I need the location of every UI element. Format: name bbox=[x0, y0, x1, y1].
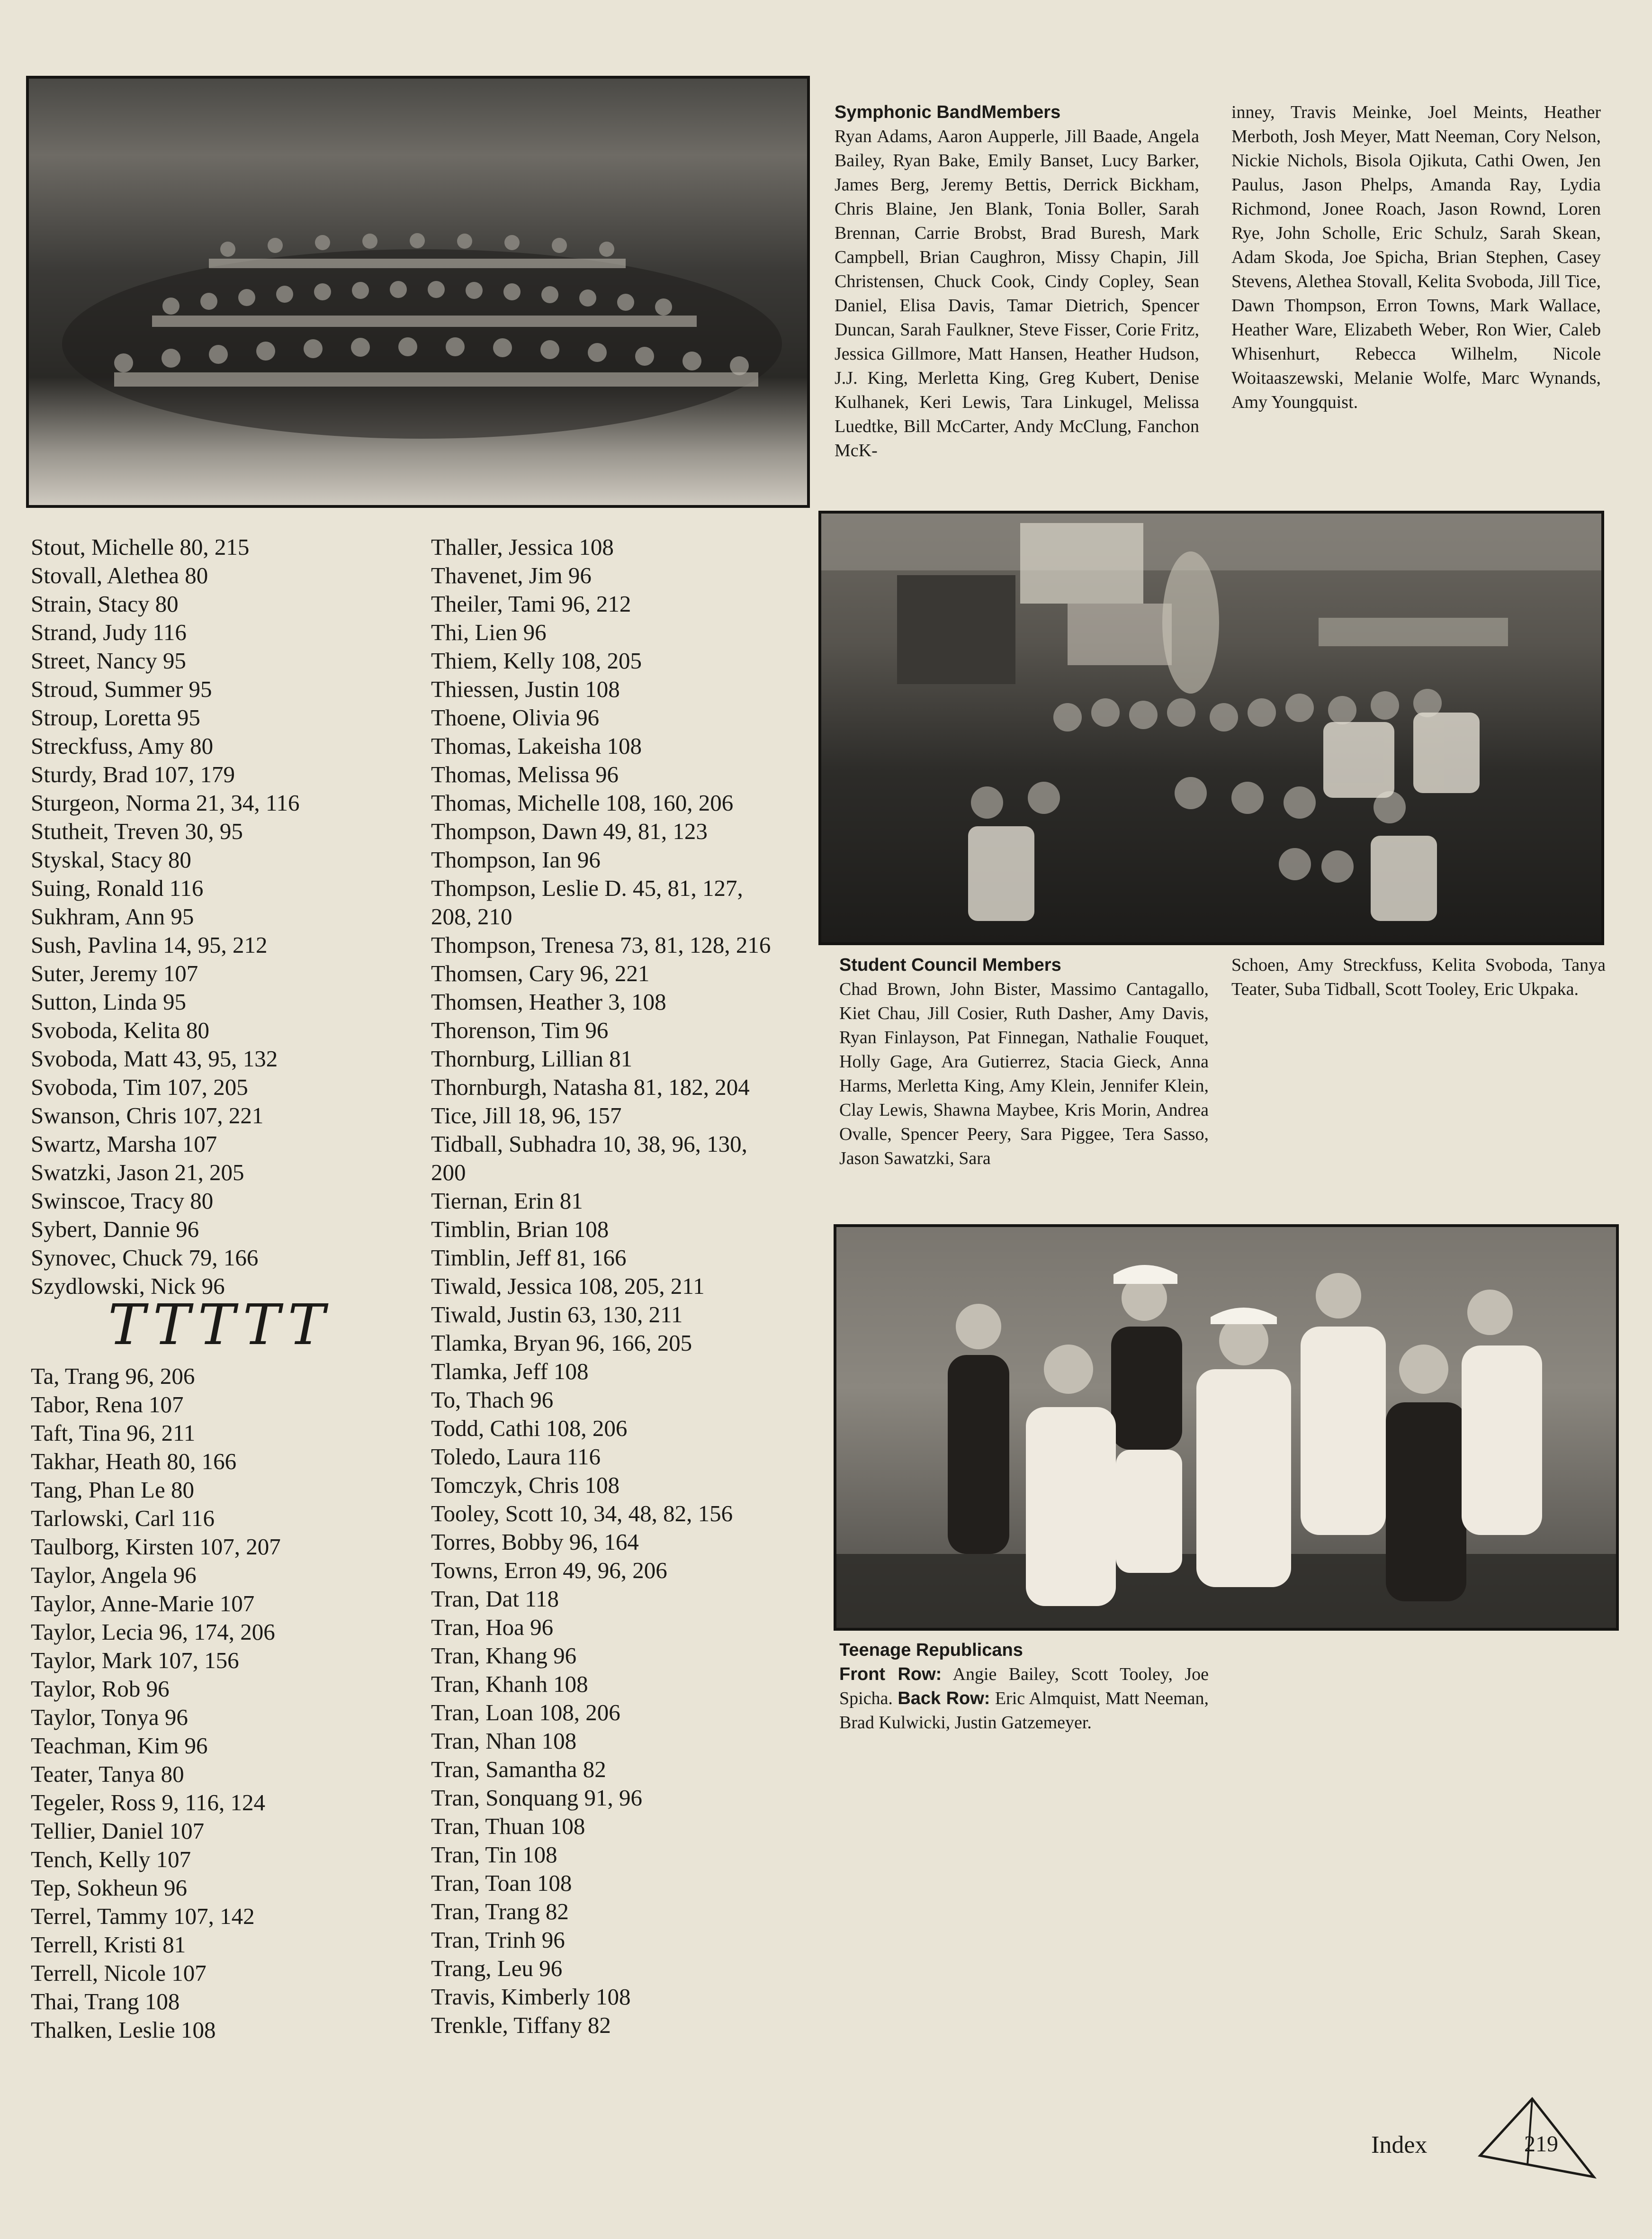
index-entry: Tran, Hoa 96 bbox=[431, 1614, 554, 1640]
index-entry: Tomczyk, Chris 108 bbox=[431, 1472, 620, 1498]
index-entry: Swatzki, Jason 21, 205 bbox=[31, 1159, 244, 1185]
index-entry: Suter, Jeremy 107 bbox=[31, 960, 198, 986]
index-entry: Tran, Dat 118 bbox=[431, 1586, 559, 1612]
index-entry: Thomsen, Cary 96, 221 bbox=[431, 960, 650, 986]
index-entry: Tran, Loan 108, 206 bbox=[431, 1699, 620, 1725]
index-entry: Stroup, Loretta 95 bbox=[31, 704, 200, 731]
index-entry: Street, Nancy 95 bbox=[31, 648, 186, 674]
index-entry: Tench, Kelly 107 bbox=[31, 1846, 191, 1872]
index-entry: Svoboda, Matt 43, 95, 132 bbox=[31, 1046, 278, 1072]
index-entry: Sturdy, Brad 107, 179 bbox=[31, 761, 235, 787]
index-entry: Tran, Trinh 96 bbox=[431, 1927, 565, 1953]
index-entry: Thornburgh, Natasha 81, 182, 204 bbox=[431, 1074, 750, 1100]
front-row-names: Angie Bailey, Scott Tooley, Joe Spicha. bbox=[839, 1664, 1209, 1708]
index-entry: Svoboda, Kelita 80 bbox=[31, 1017, 209, 1043]
index-entry: Swanson, Chris 107, 221 bbox=[31, 1102, 264, 1129]
index-entry: Tep, Sokheun 96 bbox=[31, 1875, 188, 1901]
index-entry: Sturgeon, Norma 21, 34, 116 bbox=[31, 790, 300, 816]
index-entry: Tarlowski, Carl 116 bbox=[31, 1505, 215, 1531]
student-council-photo bbox=[818, 511, 1604, 945]
index-entry: Tran, Nhan 108 bbox=[431, 1728, 577, 1754]
index-entry: Taylor, Tonya 96 bbox=[31, 1704, 188, 1730]
index-entry: Tran, Samantha 82 bbox=[431, 1756, 606, 1782]
index-entry: Timblin, Brian 108 bbox=[431, 1216, 609, 1242]
index-entry: Takhar, Heath 80, 166 bbox=[31, 1448, 237, 1474]
index-entry: Ta, Trang 96, 206 bbox=[31, 1363, 195, 1389]
index-entry: Tran, Trang 82 bbox=[431, 1898, 569, 1924]
index-entry: Thompson, Leslie D. 45, 81, 127, bbox=[431, 875, 743, 901]
index-entry: Synovec, Chuck 79, 166 bbox=[31, 1245, 259, 1271]
index-column-left-s bbox=[31, 533, 419, 1300]
band-caption-title: Symphonic BandMembers bbox=[835, 102, 1061, 122]
index-entry: Thorenson, Tim 96 bbox=[431, 1017, 609, 1043]
index-entry: Toledo, Laura 116 bbox=[431, 1444, 601, 1470]
index-entry: Strand, Judy 116 bbox=[31, 619, 187, 645]
index-entry: Thiessen, Justin 108 bbox=[431, 676, 620, 702]
republicans-caption-body bbox=[839, 1662, 1209, 1735]
index-entry: Stout, Michelle 80, 215 bbox=[31, 534, 250, 560]
index-entry: Tlamka, Bryan 96, 166, 205 bbox=[431, 1330, 692, 1356]
index-entry: Streckfuss, Amy 80 bbox=[31, 733, 214, 759]
band-photo bbox=[26, 76, 810, 508]
index-entry: Tlamka, Jeff 108 bbox=[431, 1358, 589, 1384]
index-entry: Towns, Erron 49, 96, 206 bbox=[431, 1557, 667, 1583]
back-row-names: Eric Almquist, Matt Neeman, Brad Kulwicki, Justin Gatzemeyer. bbox=[839, 1688, 1209, 1733]
index-entry: Thoene, Olivia 96 bbox=[431, 704, 600, 731]
index-entry: Taylor, Mark 107, 156 bbox=[31, 1647, 239, 1673]
republicans-caption-title: Teenage Republicans bbox=[839, 1640, 1023, 1660]
index-entry: Terrell, Nicole 107 bbox=[31, 1960, 206, 1986]
index-entry: Taylor, Anne-Marie 107 bbox=[31, 1590, 255, 1616]
index-entry: Sukhram, Ann 95 bbox=[31, 903, 194, 930]
index-column-middle bbox=[431, 533, 810, 2040]
index-column-left-t bbox=[31, 1362, 419, 2044]
index-entry: Teachman, Kim 96 bbox=[31, 1733, 208, 1759]
band-caption-col2: inney, Travis Meinke, Joel Meints, Heather Merboth, Josh Meyer, Matt Neeman, Cory Nelson, Nickie Nichols, Bisola Ojikuta, Cathi Owen, Jen Paulus, Jason Phelps, Amanda Ray, Lydia Richmond, Jonee Roach, Jason Rownd, Loren Rye, John Scholle, Eric Schulz, Sarah Skean, Adam Skoda, Joe Spicha, Brian Stephen, Casey Stevens, Alethea Stovall, Kelita Svoboda, Jill Tice, Dawn Thompson, Erron Towns, Mark Wallace, Heather Ware, Elizabeth Weber, Ron Wier, Caleb Whisenhurt, Rebecca Wilhelm, Nicole Woitaaszewski, Melanie Wolfe, Marc Wynands, Amy Youngquist. bbox=[1231, 102, 1601, 412]
index-entry: Thompson, Ian 96 bbox=[431, 847, 601, 873]
council-caption-continued bbox=[1231, 953, 1606, 1002]
index-entry: Taft, Tina 96, 211 bbox=[31, 1420, 196, 1446]
index-entry: Tidball, Subhadra 10, 38, 96, 130, bbox=[431, 1131, 747, 1157]
index-entry: Tang, Phan Le 80 bbox=[31, 1477, 194, 1503]
index-entry: Timblin, Jeff 81, 166 bbox=[431, 1245, 627, 1271]
index-entry: Thai, Trang 108 bbox=[31, 1988, 180, 2014]
front-row-label: Front Row: bbox=[839, 1664, 942, 1684]
index-entry: Thomas, Lakeisha 108 bbox=[431, 733, 642, 759]
index-entry: Todd, Cathi 108, 206 bbox=[431, 1415, 628, 1441]
index-entry: Tiernan, Erin 81 bbox=[431, 1188, 583, 1214]
index-entry: Thaller, Jessica 108 bbox=[431, 534, 614, 560]
republicans-caption bbox=[839, 1638, 1209, 1735]
index-entry: Thi, Lien 96 bbox=[431, 619, 547, 645]
council-caption-col2: Schoen, Amy Streckfuss, Kelita Svoboda, Tanya Teater, Suba Tidball, Scott Tooley, Eric Ukpaka. bbox=[1231, 955, 1606, 999]
index-entry: Sybert, Dannie 96 bbox=[31, 1216, 199, 1242]
letter-t-heading: TTTTT bbox=[108, 1292, 332, 1357]
index-entry: Suing, Ronald 116 bbox=[31, 875, 204, 901]
index-entry: Taylor, Lecia 96, 174, 206 bbox=[31, 1619, 275, 1645]
index-entry: Thompson, Trenesa 73, 81, 128, 216 bbox=[431, 932, 771, 958]
index-entry: Tooley, Scott 10, 34, 48, 82, 156 bbox=[431, 1500, 733, 1526]
index-entry: Taulborg, Kirsten 107, 207 bbox=[31, 1534, 281, 1560]
index-entry: Tran, Tin 108 bbox=[431, 1842, 557, 1868]
index-entry: Tran, Thuan 108 bbox=[431, 1813, 585, 1839]
index-entry: 200 bbox=[431, 1159, 466, 1185]
index-entry: Swinscoe, Tracy 80 bbox=[31, 1188, 214, 1214]
footer-section-label: Index bbox=[1371, 2131, 1428, 2158]
index-entry: Szydlowski, Nick 96 bbox=[31, 1273, 225, 1299]
index-entry: Terrell, Kristi 81 bbox=[31, 1932, 186, 1958]
index-entry: Travis, Kimberly 108 bbox=[431, 1984, 631, 2010]
index-entry: Thomas, Melissa 96 bbox=[431, 761, 619, 787]
council-caption-col1: Chad Brown, John Bister, Massimo Cantagallo, Kiet Chau, Jill Cosier, Ruth Dasher, Amy Davis, Ryan Finlayson, Pat Finnegan, Nathalie Fouquet, Holly Gage, Ara Gutierrez, Stacia Gieck, Anna Harms, Merletta King, Amy Klein, Jennifer Klein, Clay Lewis, Shawna Maybee, Kris Morin, Andrea Ovalle, Spencer Peery, Sara Piggee, Tera Sasso, Jason Sawatzki, Sara bbox=[839, 979, 1209, 1168]
index-entry: Stroud, Summer 95 bbox=[31, 676, 212, 702]
index-entry: Torres, Bobby 96, 164 bbox=[431, 1529, 639, 1555]
page-number: 219 bbox=[1524, 2131, 1558, 2157]
index-entry: Tran, Khanh 108 bbox=[431, 1671, 588, 1697]
index-entry: Stovall, Alethea 80 bbox=[31, 562, 208, 588]
index-entry: 208, 210 bbox=[431, 903, 512, 930]
band-caption-continued bbox=[1231, 100, 1601, 415]
index-entry: Thalken, Leslie 108 bbox=[31, 2017, 216, 2043]
band-caption-col1: Ryan Adams, Aaron Aupperle, Jill Baade, Angela Bailey, Ryan Bake, Emily Banset, Lucy Barker, James Berg, Jeremy Bettis, Derrick Bickham, Chris Blaine, Jen Blank, Tonia Boller, Sarah Brennan, Carrie Brobst, Brad Buresh, Mark Campbell, Brian Caughron, Missy Chapin, Jill Christensen, Chuck Cook, Cindy Copley, Sean Daniel, Elisa Davis, Tamar Dietrich, Spencer Duncan, Sarah Faulkner, Steve Fisser, Corie Fritz, Jessica Gillmore, Matt Hansen, Heather Hudson, J.J. King, Merletta King, Greg Kubert, Denise Kulhanek, Keri Lewis, Tara Linkugel, Melissa Luedtke, Bill McCarter, Andy McClung, Fanchon McK- bbox=[835, 126, 1199, 460]
index-entry: Tabor, Rena 107 bbox=[31, 1391, 184, 1417]
index-entry: To, Thach 96 bbox=[431, 1387, 554, 1413]
index-entry: Styskal, Stacy 80 bbox=[31, 847, 191, 873]
band-caption bbox=[835, 100, 1199, 463]
council-caption bbox=[839, 953, 1209, 1171]
council-caption-title: Student Council Members bbox=[839, 955, 1061, 975]
index-entry: Thomas, Michelle 108, 160, 206 bbox=[431, 790, 734, 816]
index-entry: Trenkle, Tiffany 82 bbox=[431, 2012, 611, 2038]
index-entry: Tellier, Daniel 107 bbox=[31, 1818, 205, 1844]
index-entry: Stutheit, Treven 30, 95 bbox=[31, 818, 243, 844]
index-entry: Tiwald, Jessica 108, 205, 211 bbox=[431, 1273, 705, 1299]
index-entry: Tiwald, Justin 63, 130, 211 bbox=[431, 1301, 683, 1327]
index-entry: Teater, Tanya 80 bbox=[31, 1761, 184, 1787]
republicans-photo bbox=[834, 1224, 1619, 1631]
index-entry: Thomsen, Heather 3, 108 bbox=[431, 989, 666, 1015]
index-entry: Sush, Pavlina 14, 95, 212 bbox=[31, 932, 268, 958]
index-entry: Thiem, Kelly 108, 205 bbox=[431, 648, 642, 674]
index-entry: Tice, Jill 18, 96, 157 bbox=[431, 1102, 622, 1129]
index-entry: Swartz, Marsha 107 bbox=[31, 1131, 217, 1157]
index-entry: Sutton, Linda 95 bbox=[31, 989, 187, 1015]
index-entry: Taylor, Angela 96 bbox=[31, 1562, 197, 1588]
index-entry: Tran, Khang 96 bbox=[431, 1643, 577, 1669]
index-entry: Tran, Toan 108 bbox=[431, 1870, 572, 1896]
index-entry: Tran, Sonquang 91, 96 bbox=[431, 1785, 643, 1811]
index-entry: Strain, Stacy 80 bbox=[31, 591, 179, 617]
index-entry: Theiler, Tami 96, 212 bbox=[431, 591, 631, 617]
index-entry: Thavenet, Jim 96 bbox=[431, 562, 592, 588]
index-entry: Tegeler, Ross 9, 116, 124 bbox=[31, 1789, 265, 1815]
index-entry: Terrel, Tammy 107, 142 bbox=[31, 1903, 255, 1929]
index-entry: Trang, Leu 96 bbox=[431, 1955, 563, 1981]
back-row-label: Back Row: bbox=[898, 1688, 990, 1708]
index-entry: Thompson, Dawn 49, 81, 123 bbox=[431, 818, 708, 844]
index-entry: Thornburg, Lillian 81 bbox=[431, 1046, 633, 1072]
index-entry: Svoboda, Tim 107, 205 bbox=[31, 1074, 248, 1100]
index-entry: Taylor, Rob 96 bbox=[31, 1676, 170, 1702]
